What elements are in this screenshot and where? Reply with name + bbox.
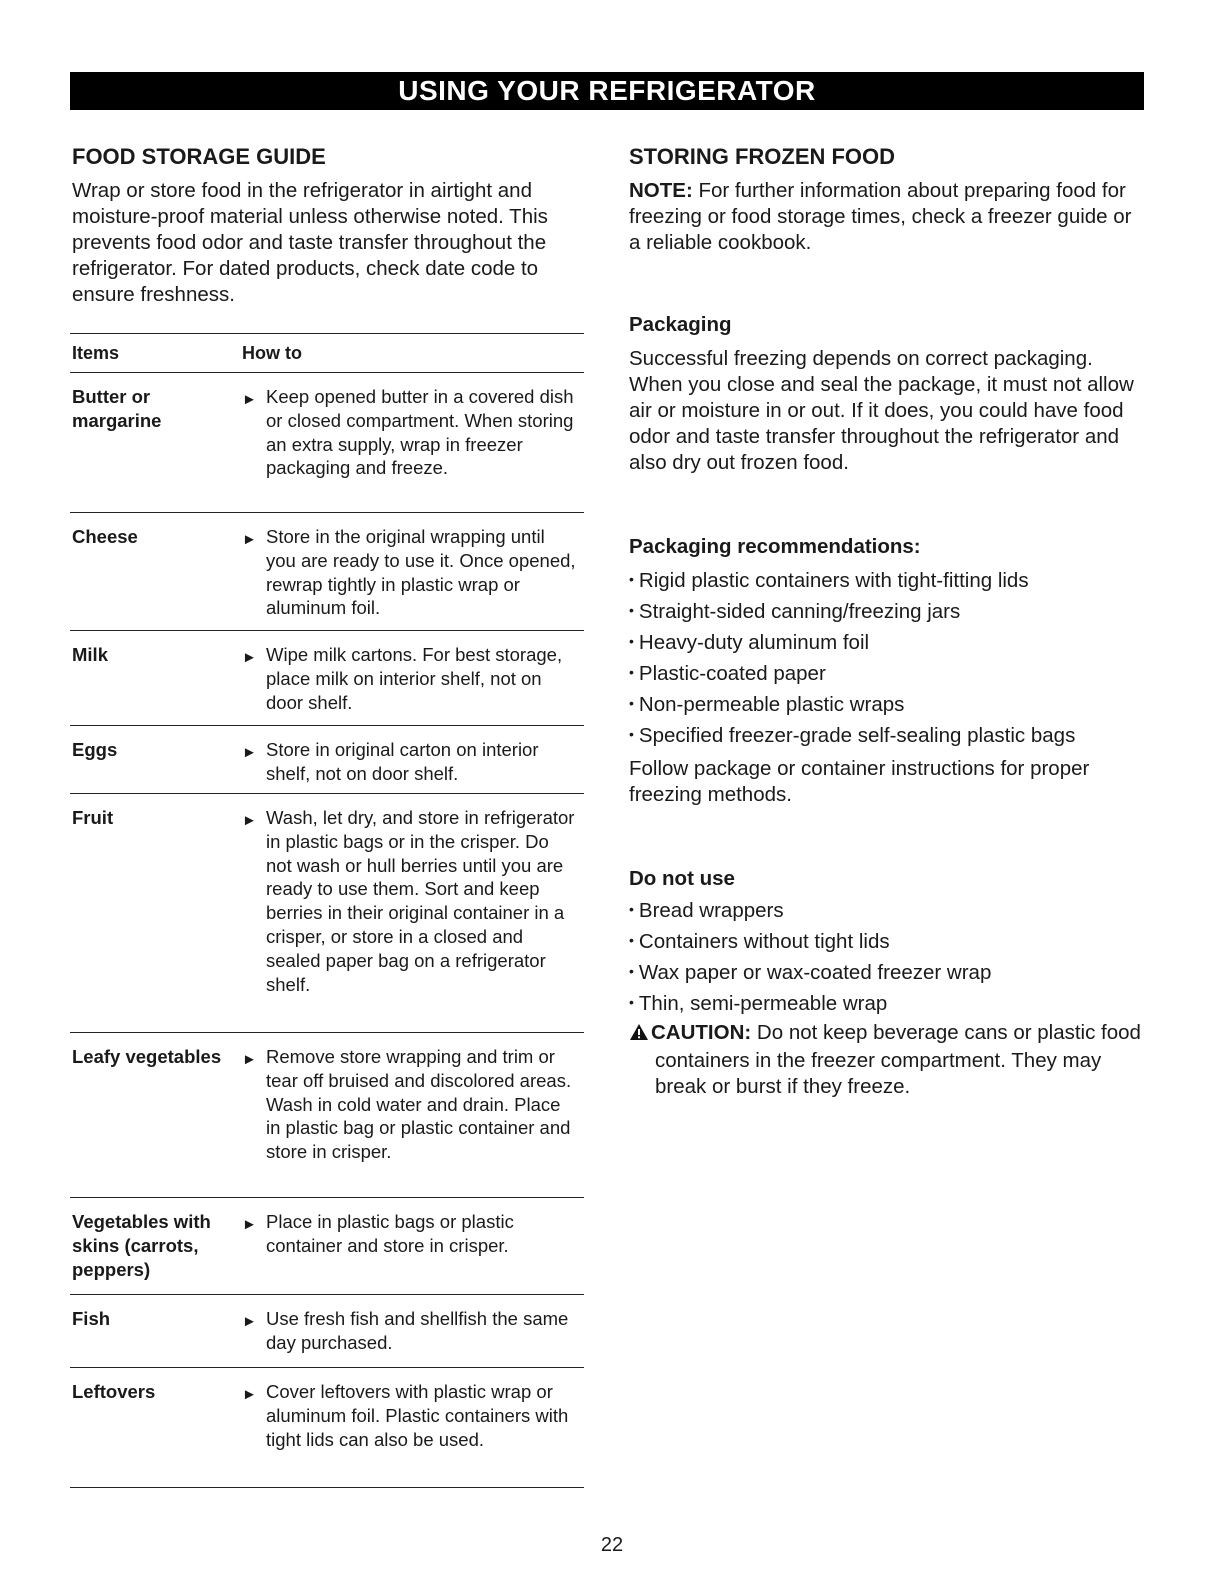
table-row xyxy=(70,1033,584,1198)
arrow-right-icon: ► xyxy=(242,531,257,548)
packaging-title: Packaging xyxy=(629,313,732,336)
banner-title: USING YOUR REFRIGERATOR xyxy=(398,75,816,106)
list-item: • Specified freezer-grade self-sealing plastic bags xyxy=(629,721,1144,752)
table-row xyxy=(70,794,584,1033)
page-number: 22 xyxy=(600,1534,624,1556)
table-row xyxy=(70,726,584,794)
list-item: • Straight-sided canning/freezing jars xyxy=(629,597,1144,628)
packaging-recommendations-list xyxy=(629,566,1144,752)
food-storage-intro: Wrap or store food in the refrigerator in airtight and moisture-proof material unless otherwise noted. This prevents food odor and taste transfer throughout the refrigerator. For dated products, check date code to ensure freshness. xyxy=(72,179,548,306)
arrow-right-icon: ► xyxy=(242,744,257,761)
table-row xyxy=(70,513,584,631)
table-row xyxy=(70,1295,584,1368)
arrow-right-icon: ► xyxy=(242,1386,257,1403)
row-item-name: Fish xyxy=(72,1308,111,1329)
food-storage-guide-title: FOOD STORAGE GUIDE xyxy=(72,144,326,169)
list-item: • Rigid plastic containers with tight-fitting lids xyxy=(629,566,1144,597)
column-header-how-to: How to xyxy=(242,343,302,363)
column-header-items: Items xyxy=(72,343,120,363)
row-how-to: Store in original carton on interior shelf, not on door shelf. xyxy=(266,739,539,784)
arrow-right-icon: ► xyxy=(242,1051,257,1068)
list-item: • Thin, semi-permeable wrap xyxy=(629,989,1144,1020)
row-how-to: Wash, let dry, and store in refrigerator in plastic bags or in the crisper. Do not wash or hull berries until you are ready to use them. Sort and keep berries in their original container in a crisper, or store in a closed and sealed paper bag on a refrigerator shelf. xyxy=(266,807,575,995)
arrow-right-icon: ► xyxy=(242,1216,257,1233)
arrow-right-icon: ► xyxy=(242,391,257,408)
table-row xyxy=(70,1368,584,1488)
list-item: • Containers without tight lids xyxy=(629,927,1144,958)
row-item-name: Eggs xyxy=(72,739,118,760)
row-how-to: Store in the original wrapping until you are ready to use it. Once opened, rewrap tightly in plastic wrap or aluminum foil. xyxy=(266,526,576,619)
row-item-name: Butter or margarine xyxy=(72,386,162,431)
follow-instructions-text: Follow package or container instructions for proper freezing methods. xyxy=(629,757,1090,806)
table-row xyxy=(70,631,584,726)
list-item: • Bread wrappers xyxy=(629,896,1144,927)
arrow-right-icon: ► xyxy=(242,649,257,666)
caution-label: CAUTION: xyxy=(651,1021,752,1044)
packaging-text: Successful freezing depends on correct packaging. When you close and seal the package, it must not allow air or moisture in or out. If it does, you could have food odor and taste transfer throughout the refrigerator and also dry out frozen food. xyxy=(629,347,1134,474)
caution-notice xyxy=(629,1020,1144,1100)
row-item-name: Leafy vegetables xyxy=(72,1046,222,1067)
row-item-name: Fruit xyxy=(72,807,114,828)
row-item-name: Milk xyxy=(72,644,108,665)
note-label: NOTE: xyxy=(629,179,693,202)
row-how-to: Cover leftovers with plastic wrap or aluminum foil. Plastic containers with tight lids can also be used. xyxy=(266,1381,569,1450)
storing-frozen-food-section xyxy=(629,140,1144,1100)
do-not-use-list xyxy=(629,896,1144,1020)
table-header xyxy=(70,333,584,373)
food-storage-guide-section xyxy=(72,140,584,308)
row-item-name: Cheese xyxy=(72,526,138,547)
row-how-to: Place in plastic bags or plastic container and store in crisper. xyxy=(266,1211,514,1256)
arrow-right-icon: ► xyxy=(242,812,257,829)
list-item: • Wax paper or wax-coated freezer wrap xyxy=(629,958,1144,989)
row-how-to: Remove store wrapping and trim or tear off bruised and discolored areas. Wash in cold water and drain. Place in plastic bag or plastic container and store in crisper. xyxy=(266,1046,572,1163)
table-row xyxy=(70,373,584,513)
note-paragraph xyxy=(629,178,1144,256)
warning-triangle-icon xyxy=(629,1022,651,1048)
row-how-to: Wipe milk cartons. For best storage, place milk on interior shelf, not on door shelf. xyxy=(266,644,563,713)
list-item: • Non-permeable plastic wraps xyxy=(629,690,1144,721)
food-storage-table xyxy=(70,333,584,1488)
caution-text: Do not keep beverage cans or plastic food containers in the freezer compartment. They may break or burst if they freeze. xyxy=(655,1021,1141,1098)
do-not-use-title: Do not use xyxy=(629,867,735,890)
row-how-to: Keep opened butter in a covered dish or closed compartment. When storing an extra supply, wrap in freezer packaging and freeze. xyxy=(266,386,574,479)
table-row xyxy=(70,1198,584,1295)
packaging-recommendations-title: Packaging recommendations: xyxy=(629,535,921,558)
list-item: • Heavy-duty aluminum foil xyxy=(629,628,1144,659)
section-banner xyxy=(70,72,1144,110)
row-item-name: Leftovers xyxy=(72,1381,156,1402)
note-text: For further information about preparing food for freezing or food storage times, check a freezer guide or a reliable cookbook. xyxy=(629,179,1132,254)
row-how-to: Use fresh fish and shellfish the same day purchased. xyxy=(266,1308,569,1353)
list-item: • Plastic-coated paper xyxy=(629,659,1144,690)
row-item-name: Vegetables with skins (carrots, peppers) xyxy=(72,1211,211,1280)
arrow-right-icon: ► xyxy=(242,1313,257,1330)
storing-frozen-food-title: STORING FROZEN FOOD xyxy=(629,144,896,169)
